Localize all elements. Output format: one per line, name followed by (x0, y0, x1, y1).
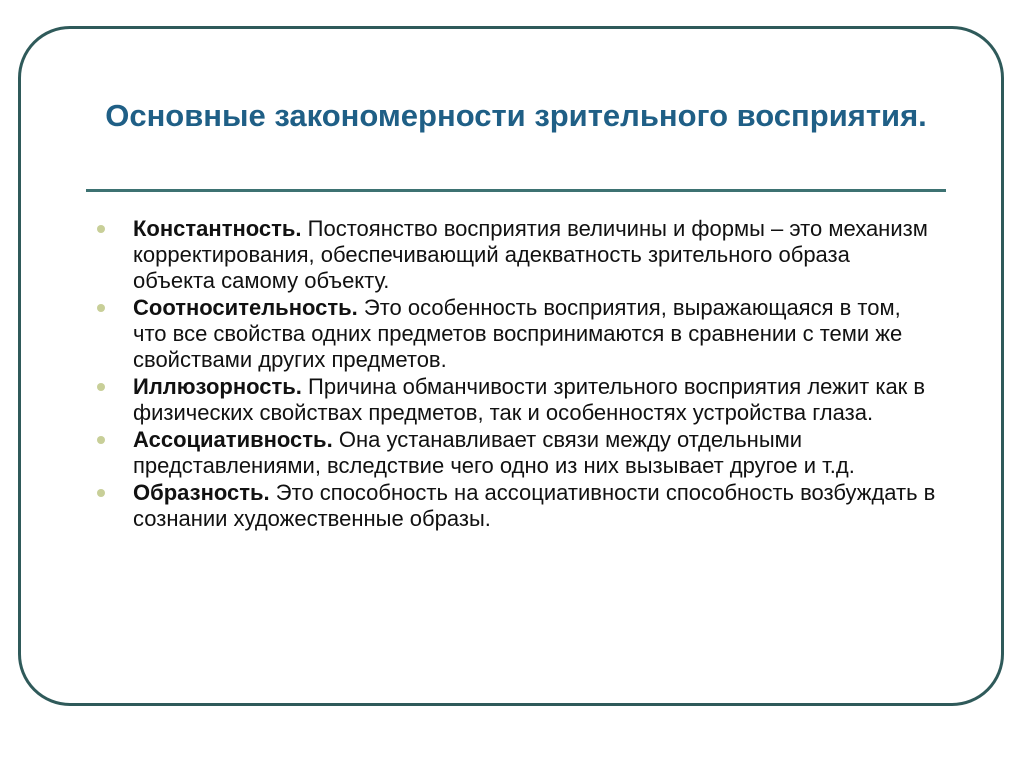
bullet-term: Иллюзорность. (133, 374, 302, 399)
bullet-dot-icon (97, 304, 105, 312)
bullet-text: Она устанавливает связи между отдельными представлениями, вследствие чего одно из них вызывает другое и т.д. (133, 427, 855, 478)
bullet-item-relativity (96, 295, 936, 373)
title-underline (86, 189, 946, 192)
bullet-term: Ассоциативность. (133, 427, 333, 452)
bullet-item-illusion (96, 374, 936, 426)
bullet-text: Причина обманчивости зрительного восприятия лежит как в физических свойствах предметов, так и особенностях устройства глаза. (133, 374, 926, 425)
bullet-item-imagery (96, 480, 936, 532)
bullet-item-association (96, 427, 936, 479)
bullet-term: Соотносительность. (133, 295, 358, 320)
bullet-list (96, 216, 936, 533)
bullet-text: Это способность на ассоциативности способность возбуждать в сознании художественные образы. (133, 480, 936, 531)
bullet-text: Это особенность восприятия, выражающаяся в том, что все свойства одних предметов воспринимаются в сравнении с теми же свойствами других предметов. (133, 295, 903, 372)
bullet-term: Образность. (133, 480, 270, 505)
bullet-text: Постоянство восприятия величины и формы – это механизм корректирования, обеспечивающий адекватность зрительного образа объекта самому объекту. (133, 216, 928, 293)
bullet-dot-icon (97, 489, 105, 497)
bullet-item-constancy (96, 216, 936, 294)
bullet-term: Константность. (133, 216, 302, 241)
bullet-dot-icon (97, 436, 105, 444)
bullet-dot-icon (97, 225, 105, 233)
bullet-dot-icon (97, 383, 105, 391)
slide-title: Основные закономерности зрительного восприятия. (105, 98, 927, 133)
